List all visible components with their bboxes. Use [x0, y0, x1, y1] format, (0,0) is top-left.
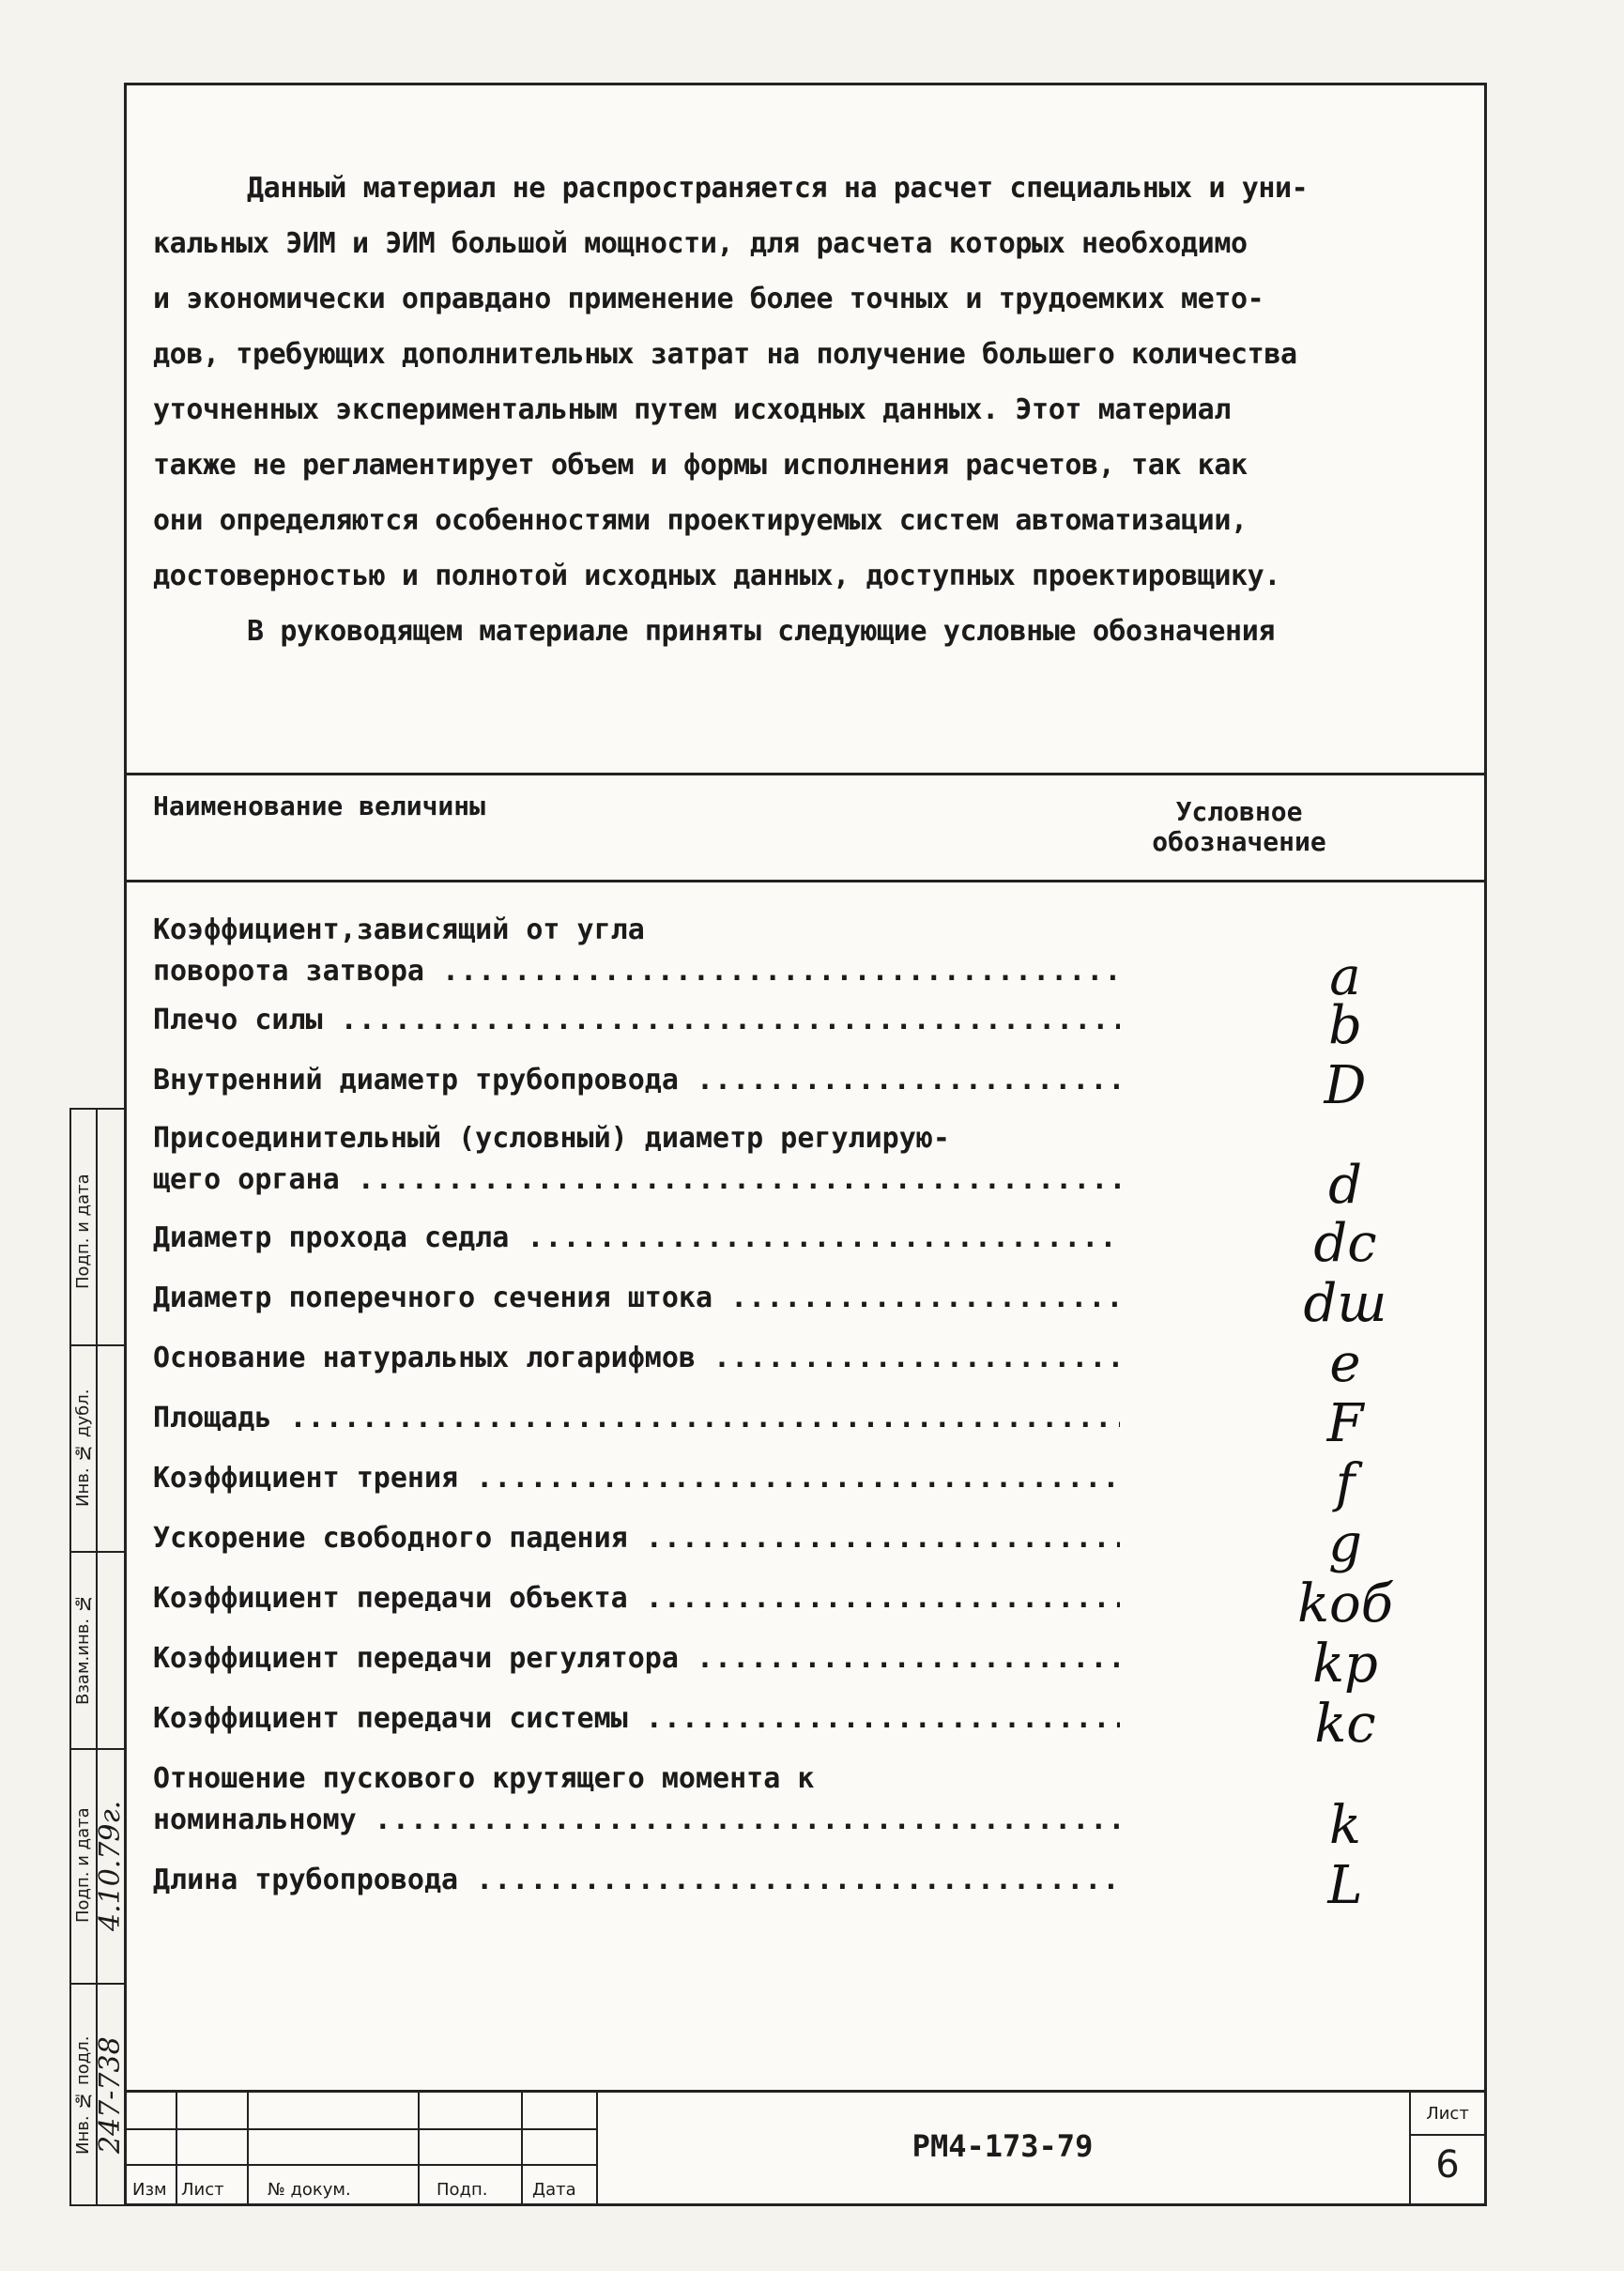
document-sheet — [124, 83, 1487, 2206]
row-name-line: Плечо силы ..... — [153, 1000, 1120, 1041]
symbols-table — [153, 910, 1477, 1916]
table-row — [153, 1273, 1477, 1334]
title-block-col-label: Изм — [132, 2180, 167, 2200]
intro-line: также не регламентирует объем и формы исполнения расчетов, так как — [153, 449, 1248, 482]
row-symbol: b — [1328, 995, 1362, 1056]
row-symbol: e — [1329, 1333, 1361, 1394]
row-symbol: a — [1329, 946, 1361, 1007]
title-block-col-label: № докум. — [268, 2180, 351, 2200]
column-header-name: Наименование величины — [153, 790, 486, 821]
row-symbol: k — [1329, 1795, 1361, 1856]
table-row — [153, 1118, 1477, 1216]
document-code: РМ4-173-79 — [912, 2128, 1094, 2164]
table-row — [153, 1573, 1477, 1634]
row-name-line: номинальному ..... — [153, 1800, 1120, 1841]
table-row — [153, 1758, 1477, 1856]
intro-line: и экономически оправдано применение более точных и трудоемких мето- — [153, 283, 1264, 315]
strip-label: Инв. № подл. — [73, 2035, 93, 2156]
table-row — [153, 1634, 1477, 1695]
row-name-line: Ускорение свободного падения ..... — [153, 1518, 1120, 1559]
row-name-line: Коэффициент трения ..... — [153, 1458, 1120, 1499]
row-name-line: Диаметр поперечного сечения штока ..... — [153, 1278, 1120, 1319]
row-name-line: Основание натуральных логарифмов ..... — [153, 1338, 1120, 1379]
strip-label: Инв. № дубл. — [73, 1389, 93, 1507]
title-block-col-label: Лист — [181, 2180, 224, 2200]
intro-line: дов, требующих дополнительных затрат на получение большего количества — [153, 338, 1297, 371]
intro-line: Данный материал не распространяется на расчет специальных и уни- — [247, 172, 1309, 205]
row-symbol: L — [1327, 1855, 1363, 1916]
row-symbol: d — [1328, 1155, 1362, 1216]
row-name-line: Коэффициент передачи объекта ..... — [153, 1578, 1120, 1619]
row-name-line: поворота затвора ..... — [153, 951, 1120, 992]
strip-label: Подп. и дата — [73, 1807, 93, 1924]
row-name-line: Диаметр прохода седла ..... — [153, 1218, 1120, 1259]
title-block — [127, 2090, 1484, 2203]
table-row — [153, 1055, 1477, 1116]
intro-line: они определяются особенностями проектируемых систем автоматизации, — [153, 504, 1248, 537]
table-row — [153, 1453, 1477, 1514]
column-header-symbol-line: Условное — [1175, 796, 1303, 827]
table-top-rule — [127, 773, 1484, 775]
strip-label: Подп. и дата — [73, 1174, 93, 1290]
row-name-line: щего органа ..... — [153, 1159, 1120, 1201]
table-row — [153, 995, 1477, 1056]
table-row — [153, 1855, 1477, 1916]
handwritten-inventory-number: 247-738 — [94, 2036, 127, 2155]
row-symbol: D — [1324, 1055, 1367, 1116]
intro-text — [153, 161, 1467, 659]
sheet-number: 6 — [1435, 2143, 1460, 2187]
row-name-line: Коэффициент передачи регулятора ..... — [153, 1638, 1120, 1680]
row-name-line: Коэффициент передачи системы ..... — [153, 1698, 1120, 1740]
handwritten-date: 4.10.79г. — [94, 1800, 127, 1931]
strip-label: Взам.инв. № — [73, 1593, 93, 1706]
title-block-col-label: Дата — [532, 2180, 576, 2200]
row-name-line: Внутренний диаметр трубопровода ..... — [153, 1060, 1120, 1101]
table-row — [153, 1393, 1477, 1454]
row-name-line: Длина трубопровода ..... — [153, 1860, 1120, 1901]
row-symbol: F — [1326, 1393, 1364, 1454]
column-header-symbol-line: обозначение — [1152, 826, 1326, 857]
column-header-symbol — [1131, 797, 1347, 857]
row-symbol: kр — [1312, 1634, 1378, 1695]
table-row — [153, 910, 1477, 1007]
intro-line: уточненных экспериментальным путем исходных данных. Этот материал — [153, 393, 1231, 426]
row-symbol: dш — [1303, 1273, 1387, 1334]
intro-line: кальных ЭИМ и ЭИМ большой мощности, для расчета которых необходимо — [153, 227, 1248, 260]
row-name-line: Площадь ..... — [153, 1398, 1120, 1439]
title-block-col-label: Подп. — [437, 2180, 488, 2200]
row-symbol: kоб — [1297, 1573, 1393, 1634]
row-name-line: Коэффициент,зависящий от угла — [153, 913, 645, 946]
table-row — [153, 1213, 1477, 1274]
row-symbol: dc — [1313, 1213, 1377, 1274]
row-symbol: g — [1328, 1513, 1362, 1574]
intro-line-conventions: В руководящем материале приняты следующие условные обозначения — [247, 615, 1276, 648]
row-name-line: Отношение пускового крутящего момента к — [153, 1762, 815, 1795]
table-row — [153, 1513, 1477, 1574]
sheet-number-box — [1409, 2093, 1484, 2203]
row-symbol: f — [1335, 1453, 1356, 1514]
table-header-rule — [127, 880, 1484, 882]
table-row — [153, 1333, 1477, 1394]
table-row — [153, 1694, 1477, 1755]
intro-line: достоверностью и полнотой исходных данных, доступных проектировщику. — [153, 560, 1280, 592]
row-symbol: kc — [1314, 1694, 1376, 1755]
inventory-stamp-strip — [69, 1108, 127, 2206]
sheet-label: Лист — [1426, 2104, 1469, 2124]
row-name-line: Присоединительный (условный) диаметр регулирую- — [153, 1122, 950, 1155]
